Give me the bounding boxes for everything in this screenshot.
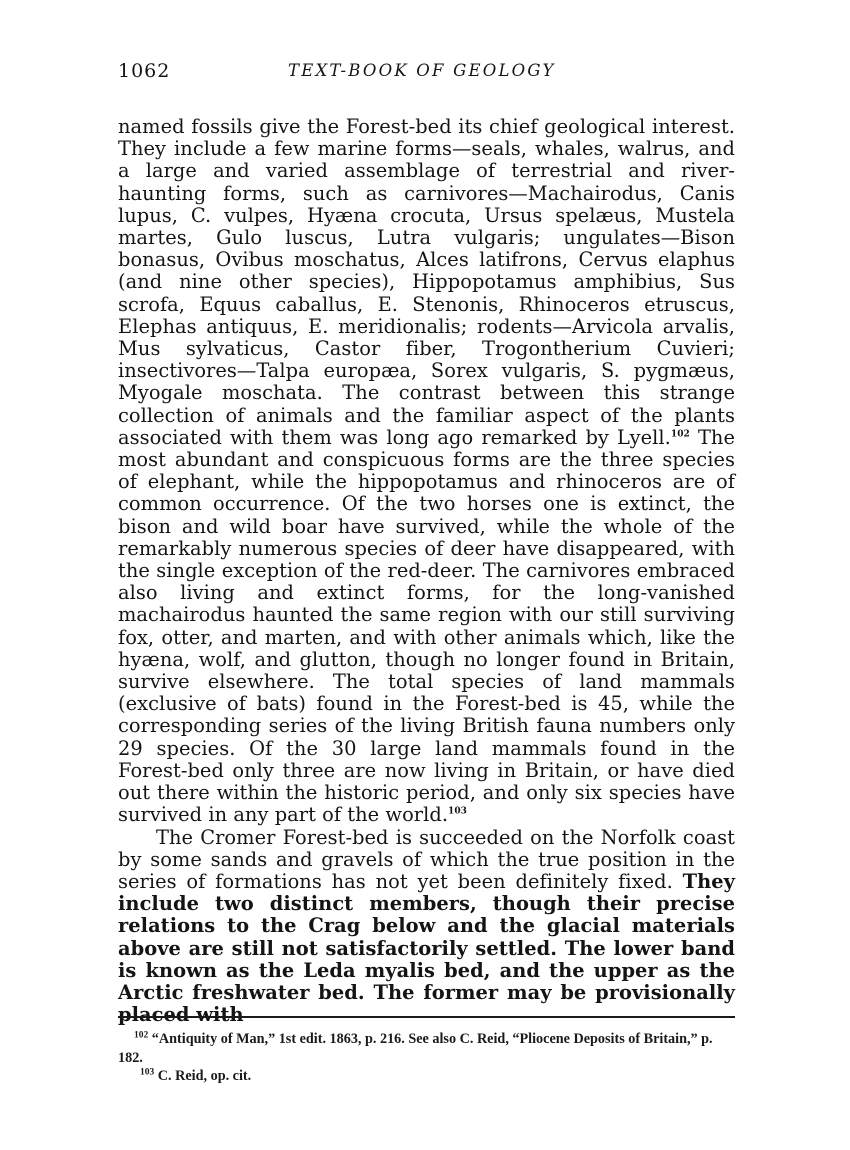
footnote: [118, 1030, 735, 1067]
footnote-text: “Antiquity of Man,” 1st edit. 1863, p. 216. See also C. Reid, “Pliocene Deposits of Britain,” p. 182.: [118, 1031, 713, 1066]
footnote: [118, 1067, 735, 1086]
footnote-divider: [118, 1016, 735, 1018]
paragraph-text: named fossils give the Forest-bed its chief geological interest. They include a few marine forms—seals, whales, walrus, and a large and varied assemblage of terrestrial and river-haunting forms, such as carnivores—Machairodus, Canis lupus, C. vulpes, Hyæna crocuta, Ursus spelæus, Mustela martes, Gulo luscus, Lutra vulgaris; ungulates—Bison bonasus, Ovibus moschatus, Alces latifrons, Cervus elaphus (and nine other species), Hippopotamus amphibius, Sus scrofa, Equus caballus, E. Stenonis, Rhinoceros etruscus, Elephas antiquus, E. meridionalis; rodents—Arvicola arvalis, Mus sylvaticus, Castor fiber, Trogontherium Cuvieri; insectivores—Talpa europæa, Sorex vulgaris, S. pygmæus, Myogale moschata. The contrast between this strange collection of animals and the familiar aspect of the plants associated with them was long ago remarked by Lyell.: [118, 115, 735, 449]
page-number: 1062: [118, 60, 171, 82]
footnote-reference: 102: [670, 429, 690, 440]
book-page: [118, 60, 735, 1026]
body-text: [118, 116, 735, 1026]
footnote-number: 103: [140, 1067, 155, 1078]
paragraph: [118, 116, 735, 827]
paragraph-text: They include two distinct members, though their precise relations to the Crag below and the glacial materials above are still not satisfactorily settled. The lower band is known as the Leda myalis bed, and the upper as the Arctic freshwater bed. The former may be provisionally placed with: [118, 869, 735, 1027]
footnote-number: 102: [134, 1030, 149, 1041]
footnote-text: C. Reid, op. cit.: [154, 1068, 252, 1084]
running-title: TEXT-BOOK OF GEOLOGY: [288, 61, 556, 80]
running-header: [118, 60, 735, 92]
paragraph-text: The Cromer Forest-bed is succeeded on the Norfolk coast by some sands and gravels of which the true position in the series of formations has not yet been definitely fixed.: [118, 825, 735, 893]
footnotes: [118, 1030, 735, 1086]
paragraph: [118, 827, 735, 1027]
paragraph-text: The most abundant and conspicuous forms are the three species of elephant, while the hippopotamus and rhinoceros are of common occurrence. Of the two horses one is extinct, the bison and wild boar have survived, while the whole of the remarkably numerous species of deer have disappeared, with the single exception of the red-deer. The carnivores embraced also living and extinct forms, for the long-vanished machairodus haunted the same region with our still surviving fox, otter, and marten, and with other animals which, like the hyæna, wolf, and glutton, though no longer found in Britain, survive elsewhere. The total species of land mammals (exclusive of bats) found in the Forest-bed is 45, while the corresponding series of the living British fauna numbers only 29 species. Of the 30 large land mammals found in the Forest-bed only three are now living in Britain, or have died out there within the historic period, and only six species have survived in any part of the world.: [118, 425, 735, 827]
footnote-reference: 103: [448, 806, 467, 817]
